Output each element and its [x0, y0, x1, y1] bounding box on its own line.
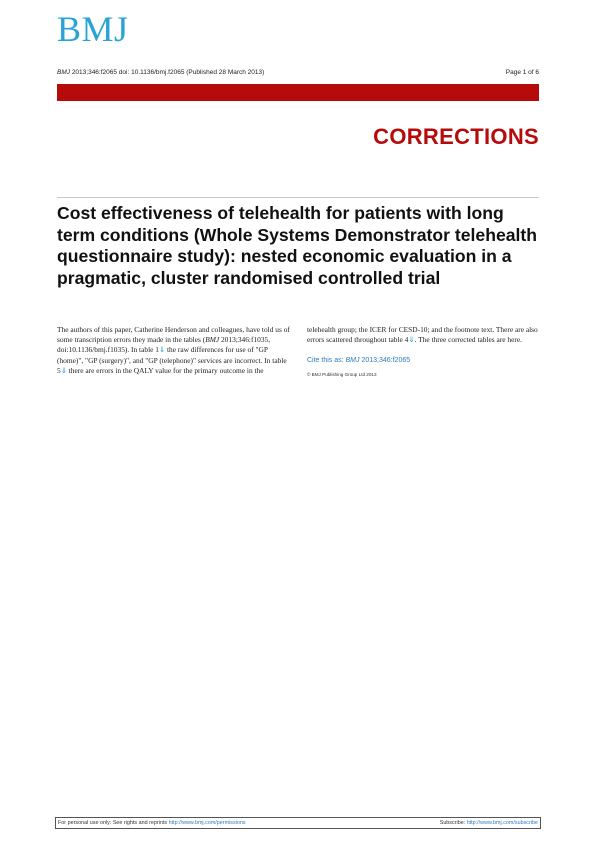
footer-right-text: Subscribe:: [439, 820, 467, 826]
body-paragraph: [57, 325, 290, 376]
table-4-ref-icon[interactable]: ⇓: [408, 335, 415, 345]
footer-right: [440, 818, 538, 828]
page-number: Page 1 of 6: [505, 69, 539, 76]
article-title: Cost effectiveness of telehealth for patients with long term conditions (Whole Systems Demonstrator telehealth questionnaire study): nested economic evaluation in a pragmatic, cluster randomised controlled trial: [57, 203, 538, 288]
footer-left-text: For personal use only: See rights and reprints: [58, 820, 169, 826]
journal-name: BMJ: [205, 335, 220, 345]
table-5-ref-icon[interactable]: ⇓: [60, 365, 67, 375]
body-text: telehealth group; the ICER for CESD-10; and the footnote text. There are also errors scattered throughout table 4: [307, 325, 538, 345]
table-1-ref-icon[interactable]: ⇓: [158, 345, 166, 355]
page-footer: [55, 817, 541, 829]
subscribe-link[interactable]: http://www.bmj.com/subscribe: [466, 820, 538, 826]
body-paragraph: [307, 325, 539, 345]
footer-left: [58, 818, 246, 828]
body-text: The authors of this paper, Catherine Henderson and colleagues, have told us of some transcription errors they made in the tables (: [57, 325, 290, 345]
journal-name: BMJ: [57, 69, 70, 76]
cite-ref: 2013;346:f2065: [359, 357, 411, 365]
body-text: there are errors in the QALY value for the primary outcome in the: [66, 365, 264, 375]
section-heading: CORRECTIONS: [373, 124, 539, 149]
bmj-logo: BMJ: [57, 9, 129, 49]
copyright-notice: © BMJ Publishing Group Ltd 2013: [307, 371, 377, 377]
header-red-bar: [57, 84, 539, 101]
body-text: the raw differences for use of "GP (home)", "GP (surgery)", and "GP (telephone)" services are incorrect. In table 5: [57, 345, 287, 375]
citation-details: 2013;346:f2065 doi: 10.1136/bmj.f2065 (Published 28 March 2013): [71, 69, 265, 76]
body-column-right: [307, 325, 539, 380]
body-text: . The three corrected tables are here.: [414, 335, 522, 345]
cite-journal: BMJ: [345, 357, 360, 365]
title-divider: [57, 197, 539, 198]
cite-this-as[interactable]: [307, 356, 539, 366]
permissions-link[interactable]: http://www.bmj.com/permissions: [168, 820, 246, 826]
cite-label: Cite this as:: [307, 357, 346, 365]
body-column-left: [57, 325, 290, 376]
body-text: 2013;346:f1035, doi:10.1136/bmj.f1035). In table 1: [57, 335, 271, 355]
article-citation: [57, 69, 264, 76]
